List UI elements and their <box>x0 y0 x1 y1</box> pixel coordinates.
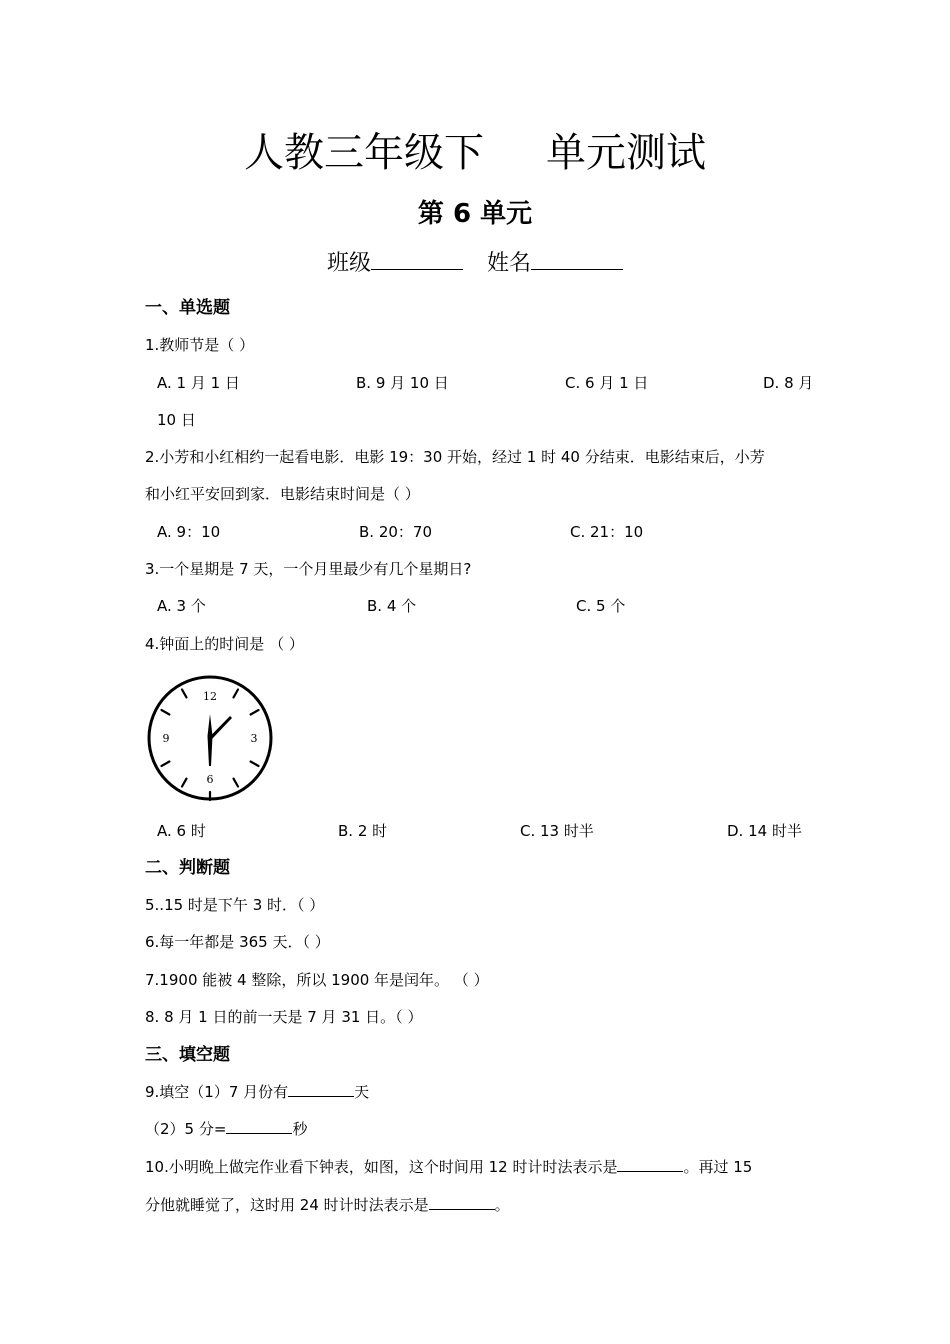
class-name-line <box>0 249 950 279</box>
section-heading-fill-blank: 三、填空题 <box>145 1045 230 1065</box>
title-left: 人教三年级下 <box>244 130 484 176</box>
q3-option-b[interactable]: B. 4 个 <box>367 597 417 615</box>
q2-option-c[interactable]: C. 21：10 <box>570 523 644 541</box>
unit-subtitle: 第 6 单元 <box>417 199 533 229</box>
q9-part1-prefix: 9.填空（1）7 月份有 <box>145 1083 289 1101</box>
q9-part2-suffix: 秒 <box>292 1120 308 1138</box>
q2-option-b[interactable]: B. 20：70 <box>359 523 433 541</box>
q2-stem-line1: 2.小芳和小红相约一起看电影．电影 19：30 开始，经过 1 时 40 分结束．电影结束后，小芳 <box>145 448 765 466</box>
q9-part2-blank[interactable] <box>226 1119 292 1134</box>
q1-option-b[interactable]: B. 9 月 10 日 <box>356 374 449 392</box>
q10-blank-24h[interactable] <box>429 1195 495 1210</box>
q3-stem: 3.一个星期是 7 天，一个月里最少有几个星期日? <box>145 560 472 578</box>
q10-line2 <box>145 1194 510 1216</box>
q1-option-c[interactable]: C. 6 月 1 日 <box>565 374 649 392</box>
class-blank[interactable] <box>371 249 463 270</box>
title-right: 单元测试 <box>546 130 706 176</box>
name-label: 姓名 <box>487 251 532 276</box>
q1-option-d-continued: 10 日 <box>157 411 196 429</box>
q10-line2-prefix: 分他就睡觉了，这时用 24 时计时法表示是 <box>145 1196 429 1214</box>
q8-statement: 8. 8 月 1 日的前一天是 7 月 31 日。（ ） <box>145 1008 423 1026</box>
section-heading-true-false: 二、判断题 <box>145 858 230 878</box>
q6-statement: 6.每一年都是 365 天．（ ） <box>145 933 330 951</box>
clock-center <box>208 736 212 740</box>
q2-option-a[interactable]: A. 9：10 <box>157 523 221 541</box>
q4-option-b[interactable]: B. 2 时 <box>338 822 388 840</box>
q10-blank-12h[interactable] <box>617 1157 683 1172</box>
q3-option-c[interactable]: C. 5 个 <box>576 597 626 615</box>
page-title <box>0 128 950 178</box>
q10-line1-suffix: 。再过 15 <box>683 1158 753 1176</box>
q9-part1-blank[interactable] <box>288 1082 354 1097</box>
q5-statement: 5..15 时是下午 3 时．（ ） <box>145 896 325 914</box>
q4-option-c[interactable]: C. 13 时半 <box>520 822 594 840</box>
class-label: 班级 <box>326 251 371 276</box>
q9-line1 <box>145 1081 369 1103</box>
q4-stem: 4.钟面上的时间是 （ ） <box>145 635 304 653</box>
section-heading-single-choice: 一、单选题 <box>145 298 230 318</box>
q10-line1 <box>145 1156 752 1178</box>
q9-part2-prefix: （2）5 分= <box>145 1120 227 1138</box>
name-blank[interactable] <box>531 249 623 270</box>
q1-option-d[interactable]: D. 8 月 <box>763 374 814 392</box>
q1-stem: 1.教师节是（ ） <box>145 336 255 354</box>
q10-line2-suffix: 。 <box>494 1196 510 1214</box>
q9-line2 <box>145 1118 307 1140</box>
q2-stem-line2: 和小红平安回到家．电影结束时间是（ ） <box>145 485 420 503</box>
clock-number-12: 12 <box>203 690 217 703</box>
q10-line1-prefix: 10.小明晚上做完作业看下钟表，如图，这个时间用 12 时计时法表示是 <box>145 1158 618 1176</box>
clock-face <box>146 674 274 802</box>
q1-option-a[interactable]: A. 1 月 1 日 <box>157 374 240 392</box>
q4-option-d[interactable]: D. 14 时半 <box>727 822 802 840</box>
q3-option-a[interactable]: A. 3 个 <box>157 597 206 615</box>
q7-statement: 7.1900 能被 4 整除，所以 1900 年是闰年。 （ ） <box>145 971 489 989</box>
q4-option-a[interactable]: A. 6 时 <box>157 822 206 840</box>
clock-number-3: 3 <box>250 732 258 745</box>
q9-part1-suffix: 天 <box>354 1083 370 1101</box>
clock-number-6: 6 <box>206 773 214 786</box>
clock-number-9: 9 <box>162 732 170 745</box>
